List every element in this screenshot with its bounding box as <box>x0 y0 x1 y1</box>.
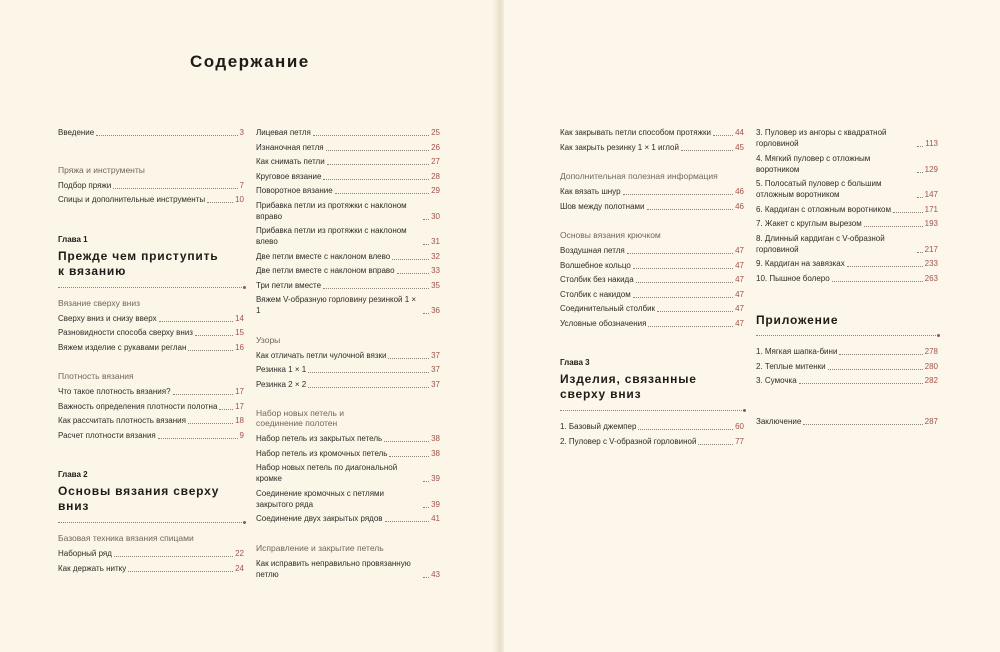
toc-entry-page: 278 <box>924 347 938 356</box>
section-list <box>256 558 440 580</box>
toc-entry <box>256 448 440 459</box>
dot-leader <box>388 357 429 359</box>
toc-entry-title: Столбик без накида <box>560 275 634 284</box>
dot-leader <box>188 349 233 351</box>
dot-leader <box>839 353 922 355</box>
toc-entry-page: 280 <box>924 361 938 371</box>
dot-leader <box>636 281 733 283</box>
toc-entry <box>58 313 244 324</box>
toc-entry-title: Соединение двух закрытых рядов <box>256 514 383 523</box>
toc-entry-title: Как держать нитку <box>58 563 127 573</box>
toc-entry <box>58 386 244 397</box>
toc-entry <box>756 258 938 269</box>
toc-entry-title: Введение <box>58 128 95 137</box>
section-list <box>58 313 244 353</box>
toc-entry <box>560 318 744 329</box>
toc-entry-page: 43 <box>431 569 440 579</box>
toc-entry-page: 113 <box>925 139 938 148</box>
toc-entry-title: Как рассчитать плотность вязания <box>58 416 186 425</box>
section-title: Набор новых петель и соединение полотен <box>256 408 344 428</box>
section-title: Вязание сверху вниз <box>58 297 141 308</box>
toc-entry-page: 16 <box>235 342 244 352</box>
toc-entry-title: Как вязать шнур <box>560 187 621 196</box>
toc-entry-page: 37 <box>431 379 440 389</box>
chapter-title: Основы вязания сверху вниз <box>58 484 220 513</box>
toc-entry <box>756 218 938 229</box>
toc-entry <box>560 245 744 256</box>
appendix-divider <box>756 335 938 336</box>
dot-leader <box>828 368 923 370</box>
toc-entry-page: 217 <box>924 244 938 254</box>
dot-leader <box>219 408 233 410</box>
toc-entry-title: Условные обозначения <box>560 318 647 328</box>
dot-leader <box>207 201 233 203</box>
toc-entry <box>256 185 440 196</box>
toc-entry-page: 9 <box>239 430 244 440</box>
toc-entry-title: Подбор пряжи <box>58 180 112 190</box>
toc-entry <box>560 274 744 285</box>
toc-entry-title: Две петли вместе с наклоном влево <box>256 251 391 261</box>
dot-leader <box>384 440 429 442</box>
toc-entry-page: 25 <box>431 128 440 137</box>
toc-entry-title: Шов между полотнами <box>560 201 645 211</box>
dot-leader <box>158 437 238 439</box>
toc-entry-title: Волшебное кольцо <box>560 260 631 270</box>
entry-list <box>560 127 744 153</box>
toc-entry-page: 47 <box>735 260 744 270</box>
section-title: Базовая техника вязания спицами <box>58 533 194 543</box>
dot-leader <box>326 149 430 151</box>
section-title: Узоры <box>256 334 281 345</box>
dot-leader <box>195 334 233 336</box>
toc-entry-title: Две петли вместе с наклоном вправо <box>256 266 395 275</box>
dot-leader <box>799 382 923 384</box>
dot-leader <box>633 296 733 298</box>
dot-leader <box>627 252 733 254</box>
section-list <box>560 245 744 329</box>
toc-column-3 <box>560 127 744 450</box>
toc-entry <box>256 265 440 276</box>
toc-entry-title: Как закрывать петли способом протяжки <box>560 128 711 137</box>
toc-entry-page: 30 <box>431 211 440 221</box>
toc-entry <box>756 204 938 215</box>
dot-leader <box>847 265 923 267</box>
toc-entry <box>756 273 938 284</box>
toc-entry-page: 263 <box>924 273 938 283</box>
toc-entry <box>560 436 744 447</box>
toc-entry-page: 147 <box>924 190 938 199</box>
toc-entry-page: 47 <box>735 289 744 299</box>
dot-leader <box>864 225 923 227</box>
chapter-divider <box>58 522 244 523</box>
toc-entry-page: 233 <box>924 259 938 268</box>
entry-list <box>256 127 440 316</box>
toc-entry-title: 3. Пуловер из ангоры с квадратной горловиной <box>756 128 887 148</box>
toc-entry-page: 35 <box>431 280 440 290</box>
dot-leader <box>323 178 429 180</box>
toc-entry-page: 36 <box>431 306 440 315</box>
chapter-label: Глава 3 <box>560 358 590 367</box>
toc-entry <box>756 416 938 427</box>
left-page <box>0 0 496 652</box>
dot-leader <box>657 310 733 312</box>
toc-entry-title: Как снимать петли <box>256 157 325 166</box>
dot-leader <box>681 149 733 151</box>
toc-entry <box>58 180 244 191</box>
toc-entry-page: 15 <box>235 328 244 337</box>
toc-entry-title: Поворотное вязание <box>256 186 333 195</box>
toc-entry-title: Резинка 2 × 2 <box>256 379 307 389</box>
toc-entry-page: 44 <box>735 128 744 137</box>
toc-entry-page: 60 <box>735 422 744 431</box>
toc-entry <box>756 233 938 255</box>
toc-entry-title: Столбик с накидом <box>560 289 631 299</box>
toc-entry-page: 24 <box>235 563 244 573</box>
toc-entry <box>256 225 440 247</box>
toc-entry-page: 38 <box>431 448 440 458</box>
toc-entry <box>756 361 938 372</box>
dot-leader <box>647 208 734 210</box>
dot-leader <box>392 258 429 260</box>
dot-leader <box>113 187 237 189</box>
toc-entry-title: 6. Кардиган с отложным воротником <box>756 204 892 214</box>
toc-entry-page: 47 <box>735 318 744 328</box>
dot-leader <box>423 243 429 245</box>
toc-entry <box>256 558 440 580</box>
toc-entry <box>256 200 440 222</box>
chapter-divider <box>58 287 244 288</box>
toc-entry <box>256 433 440 444</box>
toc-entry <box>756 346 938 357</box>
dot-leader <box>698 443 733 445</box>
toc-entry <box>58 415 244 426</box>
page-title: Содержание <box>190 52 310 71</box>
toc-entry-page: 18 <box>235 416 244 425</box>
toc-entry-page: 47 <box>735 246 744 255</box>
toc-entry <box>256 251 440 262</box>
toc-entry <box>256 171 440 182</box>
dot-leader <box>128 570 233 572</box>
chapter-label: Глава 1 <box>58 234 88 244</box>
dot-leader <box>313 134 429 136</box>
toc-entry-page: 17 <box>235 401 244 411</box>
toc-entry <box>58 563 244 574</box>
dot-leader <box>327 163 429 165</box>
toc-entry <box>58 327 244 338</box>
toc-entry-title: Круговое вязание <box>256 171 322 181</box>
conclusion-block <box>756 416 938 427</box>
toc-entry <box>256 280 440 291</box>
toc-column-2 <box>256 127 440 583</box>
toc-entry-title: Важность определения плотности полотна <box>58 401 218 411</box>
dot-leader <box>96 134 237 136</box>
dot-leader <box>188 422 233 424</box>
toc-entry-title: Прибавка петли из протяжки с наклоном вправо <box>256 200 407 221</box>
toc-entry <box>58 194 244 205</box>
toc-entry-page: 37 <box>431 365 440 374</box>
toc-entry <box>560 186 744 197</box>
toc-entry <box>256 379 440 390</box>
dot-leader <box>832 280 923 282</box>
toc-entry-title: 10. Пышное болеро <box>756 273 830 283</box>
toc-entry-page: 7 <box>239 180 244 190</box>
dot-leader <box>893 211 923 213</box>
toc-entry <box>756 178 938 200</box>
toc-entry-page: 45 <box>735 142 744 152</box>
toc-entry-page: 38 <box>431 434 440 443</box>
toc-entry-page: 129 <box>924 164 938 174</box>
toc-entry-title: Наборный ряд <box>58 549 112 558</box>
toc-entry-title: Заключение <box>756 416 802 426</box>
dot-leader <box>114 555 233 557</box>
dot-leader <box>308 386 429 388</box>
toc-entry <box>256 488 440 510</box>
toc-entry-page: 17 <box>235 387 244 396</box>
toc-entry-title: Спицы и дополнительные инструменты <box>58 195 206 204</box>
toc-column-4 <box>756 127 938 430</box>
toc-entry <box>58 342 244 353</box>
toc-entry-title: Вяжем V-образную горловину резинкой 1 × 1 <box>256 295 417 315</box>
toc-entry <box>58 127 244 138</box>
toc-entry-title: Как исправить неправильно провязанную петлю <box>256 558 411 579</box>
toc-entry-page: 46 <box>735 187 744 196</box>
toc-entry-title: Соединительный столбик <box>560 304 656 313</box>
chapter-items <box>560 421 744 447</box>
dot-leader <box>713 134 733 136</box>
chapter-title: Прежде чем приступить к вязанию <box>58 248 219 278</box>
toc-entry-page: 28 <box>431 171 440 181</box>
toc-entry-title: Как закрыть резинку 1 × 1 иглой <box>560 142 679 152</box>
toc-entry-page: 29 <box>431 186 440 195</box>
dot-leader <box>308 371 429 373</box>
toc-entry-page: 26 <box>431 142 440 152</box>
toc-entry-title: 7. Жакет с круглым вырезом <box>756 219 862 228</box>
dot-leader <box>423 218 429 220</box>
toc-entry-title: Разновидности способа сверху вниз <box>58 328 193 337</box>
toc-entry-page: 171 <box>924 204 938 214</box>
toc-entry-page: 41 <box>431 514 440 523</box>
dot-leader <box>423 576 429 578</box>
dot-leader <box>173 393 234 395</box>
toc-entry-page: 22 <box>235 549 244 558</box>
toc-entry-title: 2. Теплые митенки <box>756 361 826 371</box>
toc-entry <box>58 548 244 559</box>
toc-entry <box>756 153 938 175</box>
dot-leader <box>159 320 234 322</box>
toc-entry-title: Сверху вниз и снизу вверх <box>58 313 157 323</box>
toc-entry-page: 193 <box>924 219 938 228</box>
toc-entry-title: 9. Кардиган на завязках <box>756 259 845 268</box>
toc-entry <box>560 142 744 153</box>
toc-entry-page: 47 <box>735 275 744 284</box>
toc-entry <box>256 462 440 484</box>
toc-entry-title: Лицевая петля <box>256 128 311 137</box>
toc-entry <box>58 401 244 412</box>
toc-entry-page: 10 <box>235 195 244 204</box>
toc-entry-title: Набор новых петель по диагональной кромке <box>256 463 398 483</box>
toc-entry-title: Воздушная петля <box>560 246 625 255</box>
toc-entry-page: 46 <box>735 201 744 211</box>
entry-list <box>756 127 938 284</box>
toc-entry <box>256 142 440 153</box>
dot-leader <box>323 287 429 289</box>
toc-entry <box>756 375 938 386</box>
toc-entry-page: 32 <box>431 251 440 261</box>
toc-entry-title: 4. Мягкий пуловер с отложным воротником <box>756 153 871 174</box>
section-list <box>58 386 244 441</box>
toc-entry-page: 39 <box>431 474 440 483</box>
toc-entry-title: Изнаночная петля <box>256 142 324 152</box>
toc-entry <box>560 260 744 271</box>
toc-entry-title: Прибавка петли из протяжки с наклоном влево <box>256 226 407 246</box>
dot-leader <box>385 520 430 522</box>
toc-entry <box>560 127 744 138</box>
toc-entry-title: Вяжем изделие с рукавами реглан <box>58 342 187 352</box>
intro-block <box>58 127 244 138</box>
toc-entry-title: 8. Длинный кардиган с V-образной горловиной <box>756 233 885 254</box>
dot-leader <box>648 325 733 327</box>
toc-entry-title: Что такое плотность вязания? <box>58 387 171 396</box>
chapter-divider <box>560 410 744 411</box>
dot-leader <box>917 171 923 173</box>
appendix-title: Приложение <box>756 313 839 327</box>
toc-entry-page: 287 <box>924 416 938 426</box>
toc-entry-title: 3. Сумочка <box>756 376 797 385</box>
toc-entry <box>560 201 744 212</box>
chapter-title: Изделия, связанные сверху вниз <box>560 372 697 401</box>
dot-leader <box>803 423 922 425</box>
section-list <box>256 350 440 390</box>
section-title: Исправление и закрытие петель <box>256 542 384 553</box>
dot-leader <box>638 428 733 430</box>
toc-entry <box>560 421 744 432</box>
appendix-list <box>756 346 938 386</box>
toc-entry <box>256 127 440 138</box>
toc-entry <box>560 303 744 314</box>
toc-entry-title: 1. Базовый джемпер <box>560 422 637 431</box>
toc-entry-title: 2. Пуловер с V-образной горловиной <box>560 436 697 446</box>
dot-leader <box>917 251 923 253</box>
toc-entry-page: 282 <box>924 376 938 385</box>
toc-entry-title: 5. Полосатый пуловер с большим отложным воротником <box>756 179 882 199</box>
toc-entry-title: Резинка 1 × 1 <box>256 365 307 374</box>
dot-leader <box>423 312 429 314</box>
toc-entry-page: 14 <box>235 313 244 323</box>
section-list <box>560 186 744 212</box>
section-title: Пряжа и инструменты <box>58 164 145 175</box>
toc-entry <box>756 127 938 149</box>
toc-entry-title: Набор петель из кромочных петель <box>256 448 388 458</box>
toc-entry-page: 39 <box>431 499 440 509</box>
toc-entry <box>256 513 440 524</box>
dot-leader <box>917 145 923 147</box>
toc-entry-title: Как отличать петли чулочной вязки <box>256 350 387 360</box>
toc-entry-page: 33 <box>431 266 440 275</box>
toc-entry-title: Три петли вместе <box>256 280 322 290</box>
toc-entry <box>256 350 440 361</box>
toc-entry-page: 37 <box>431 350 440 360</box>
toc-entry-page: 77 <box>735 436 744 446</box>
section-title: Основы вязания крючком <box>560 230 661 240</box>
dot-leader <box>917 196 923 198</box>
toc-entry-title: Набор петель из закрытых петель <box>256 434 383 443</box>
toc-entry-title: 1. Мягкая шапка-бини <box>756 347 838 356</box>
section-title: Плотность вязания <box>58 371 134 381</box>
toc-entry <box>560 289 744 300</box>
toc-entry-page: 31 <box>431 237 440 246</box>
section-list <box>58 180 244 206</box>
dot-leader <box>397 272 430 274</box>
toc-entry <box>256 294 440 316</box>
dot-leader <box>335 192 429 194</box>
toc-column-1 <box>58 127 244 577</box>
toc-entry-title: Соединение кромочных с петлями закрытого ряда <box>256 488 384 509</box>
section-list <box>256 433 440 524</box>
toc-entry-title: Расчет плотности вязания <box>58 430 156 440</box>
dot-leader <box>389 455 429 457</box>
toc-entry-page: 47 <box>735 304 744 313</box>
toc-entry-page: 3 <box>239 128 244 137</box>
chapter-label: Глава 2 <box>58 470 88 479</box>
toc-entry-page: 27 <box>431 157 440 166</box>
section-title: Дополнительная полезная информация <box>560 171 718 181</box>
dot-leader <box>423 480 429 482</box>
dot-leader <box>623 193 734 195</box>
dot-leader <box>633 267 733 269</box>
section-list <box>58 548 244 574</box>
right-page <box>504 0 1000 652</box>
toc-entry <box>256 156 440 167</box>
toc-entry <box>256 364 440 375</box>
dot-leader <box>423 506 429 508</box>
toc-entry <box>58 430 244 441</box>
